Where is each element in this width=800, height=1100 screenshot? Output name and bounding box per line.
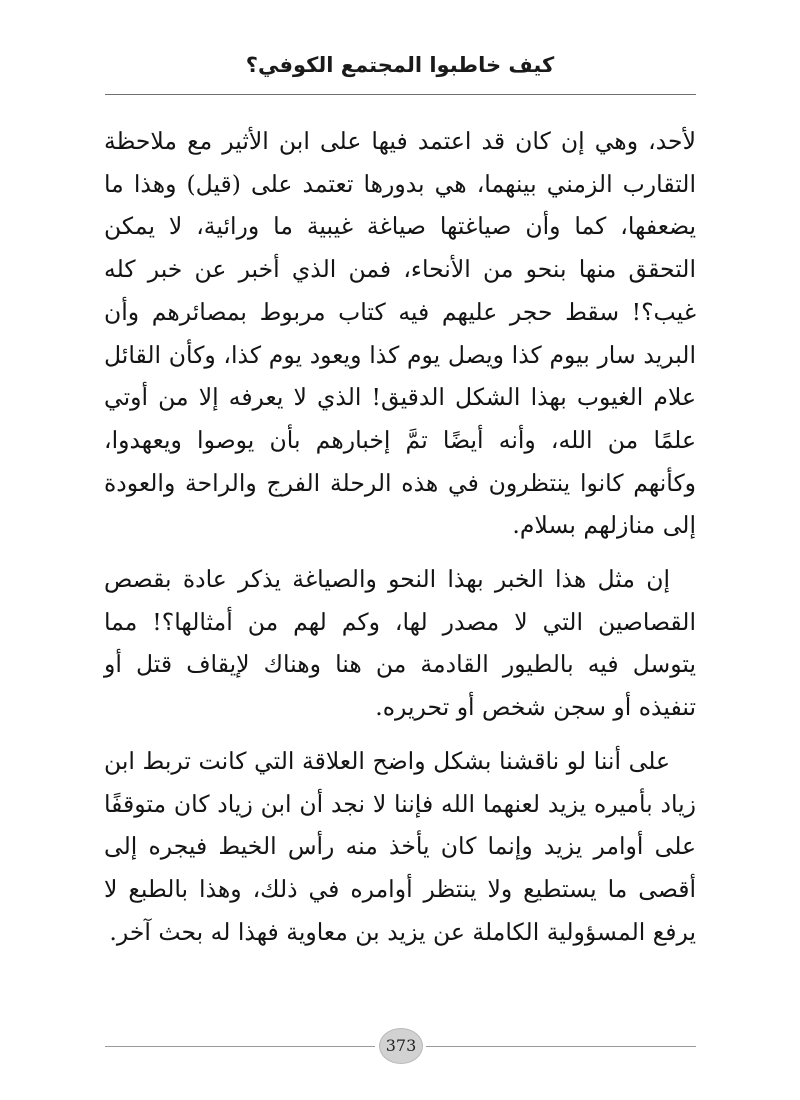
page-title: كيف خاطبوا المجتمع الكوفي؟ (245, 53, 555, 77)
header-divider (105, 94, 696, 95)
page-footer (105, 1026, 696, 1066)
footer-divider-right (426, 1046, 696, 1047)
footer-divider-left (105, 1046, 375, 1047)
paragraph-2: إن مثل هذا الخبر بهذا النحو والصياغة يذكر عادة بقصص القصاصين التي لا مصدر لها، وكم لهم من أمثالها؟! مما يتوسل فيه بالطيور القادمة من هنا وهناك لإيقاف قتل أو تنفيذه أو سجن شخص أو تحريره. (104, 565, 696, 722)
paragraph-3: على أننا لو ناقشنا بشكل واضح العلاقة التي كانت تربط ابن زياد بأميره يزيد لعنهما الله فإننا لا نجد أن ابن زياد كان متوقفًا على أوامر يزيد وإنما كان يأخذ منه رأس الخيط فيجره إلى أقصى ما يستطيع ولا ينتظر أوامره في ذلك، وهذا بالطبع لا يرفع المسؤولية الكاملة عن يزيد بن معاوية فهذا له بحث آخر. (104, 746, 696, 946)
page-number: 373 (379, 1028, 423, 1064)
main-text (104, 120, 696, 964)
paragraph-1: لأحد، وهي إن كان قد اعتمد فيها على ابن الأثير مع ملاحظة التقارب الزمني بينهما، هي بدورها تعتمد على (قيل) وهذا ما يضعفها، كما وأن صياغتها صياغة غيبية ما ورائية، لا يمكن التحقق منها بنحو من الأنحاء، فمن الذي أخبر عن خبر كله غيب؟! سقط حجر عليهم فيه كتاب مربوط بمصائرهم وأن البريد سار بيوم كذا ويصل يوم كذا ويعود يوم كذا، وكأن القائل علام الغيوب بهذا الشكل الدقيق! الذي لا يعرفه إلا من أوتي علمًا من الله، وأنه أيضًا تمَّ إخبارهم بأن يوصوا ويعهدوا، وكأنهم كانوا ينتظرون في هذه الرحلة الفرج والراحة والعودة إلى منازلهم بسلام. (104, 127, 696, 540)
